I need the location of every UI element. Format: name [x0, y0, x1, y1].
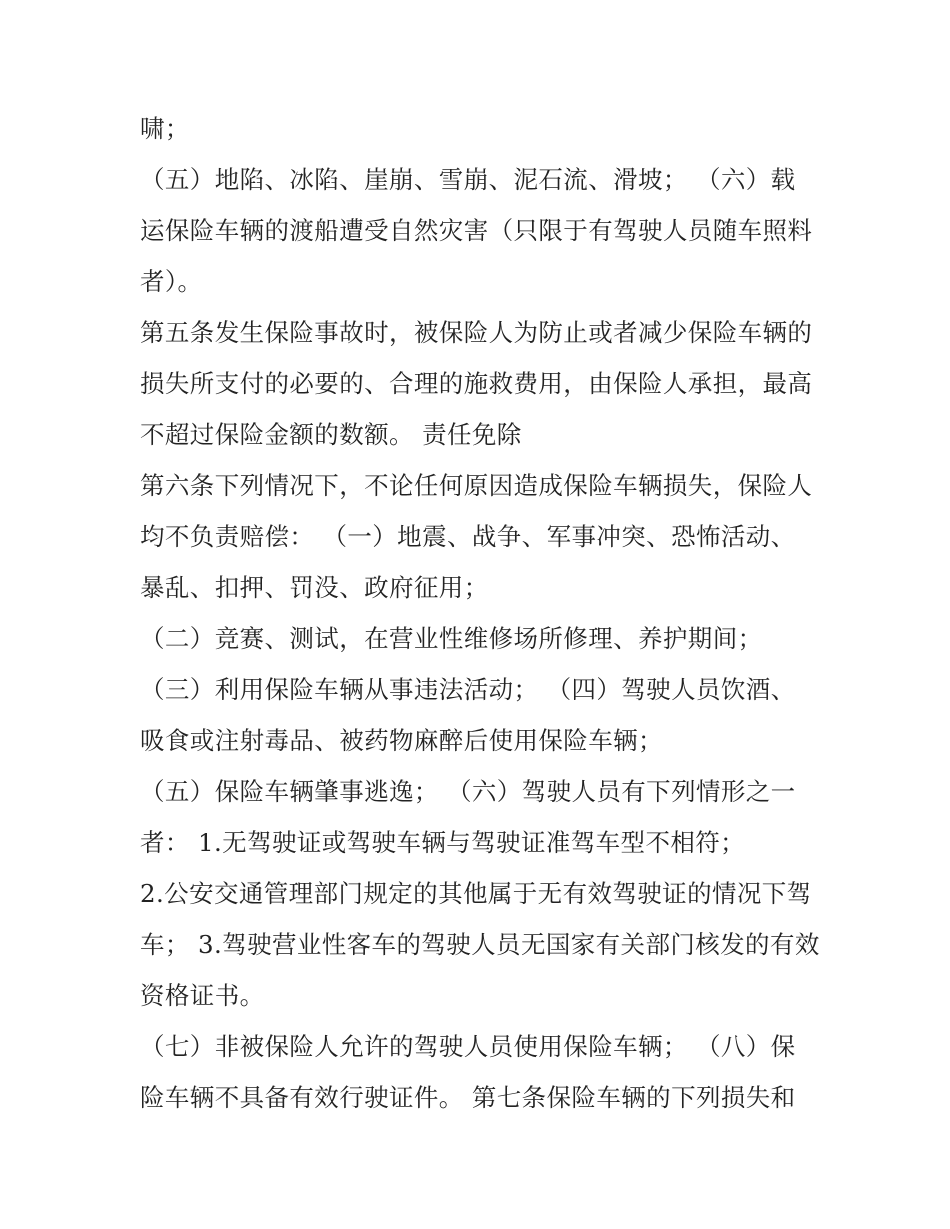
text-line: 者）。: [140, 267, 203, 296]
text-line: 资格证书。: [140, 981, 265, 1010]
text-line: 吸食或注射毒品、被药物麻醉后使用保险车辆；: [140, 726, 663, 755]
text-line: 不超过保险金额的数额。 责任免除: [140, 420, 522, 449]
text-line: （二）竞赛、测试，在营业性维修场所修理、养护期间；: [140, 624, 763, 653]
text-line: 险车辆不具备有效行驶证件。 第七条保险车辆的下列损失和: [140, 1083, 796, 1112]
text-line: （七）非被保险人允许的驾驶人员使用保险车辆； （八）保: [140, 1032, 796, 1061]
text-line: （五）保险车辆肇事逃逸； （六）驾驶人员有下列情形之一: [140, 777, 796, 806]
text-line: 第五条发生保险事故时，被保险人为防止或者减少保险车辆的: [140, 318, 813, 347]
text-line: 啸；: [140, 114, 190, 143]
text-line: （三）利用保险车辆从事违法活动； （四）驾驶人员饮酒、: [140, 675, 796, 704]
text-line: 车； 3.驾驶营业性客车的驾驶人员无国家有关部门核发的有效: [140, 930, 820, 959]
text-line: 暴乱、扣押、罚没、政府征用；: [140, 573, 489, 602]
text-line: （五）地陷、冰陷、崖崩、雪崩、泥石流、滑坡； （六）载: [140, 165, 796, 194]
text-line: 者： 1.无驾驶证或驾驶车辆与驾驶证准驾车型不相符；: [140, 828, 746, 857]
text-line: 2.公安交通管理部门规定的其他属于无有效驾驶证的情况下驾: [140, 879, 812, 908]
text-line: 第六条下列情况下，不论任何原因造成保险车辆损失，保险人: [140, 471, 813, 500]
text-line: 运保险车辆的渡船遭受自然灾害（只限于有驾驶人员随车照料: [140, 216, 813, 245]
text-line: 均不负责赔偿： （一）地震、战争、军事冲突、恐怖活动、: [140, 522, 796, 551]
text-line: 损失所支付的必要的、合理的施救费用，由保险人承担，最高: [140, 369, 813, 398]
